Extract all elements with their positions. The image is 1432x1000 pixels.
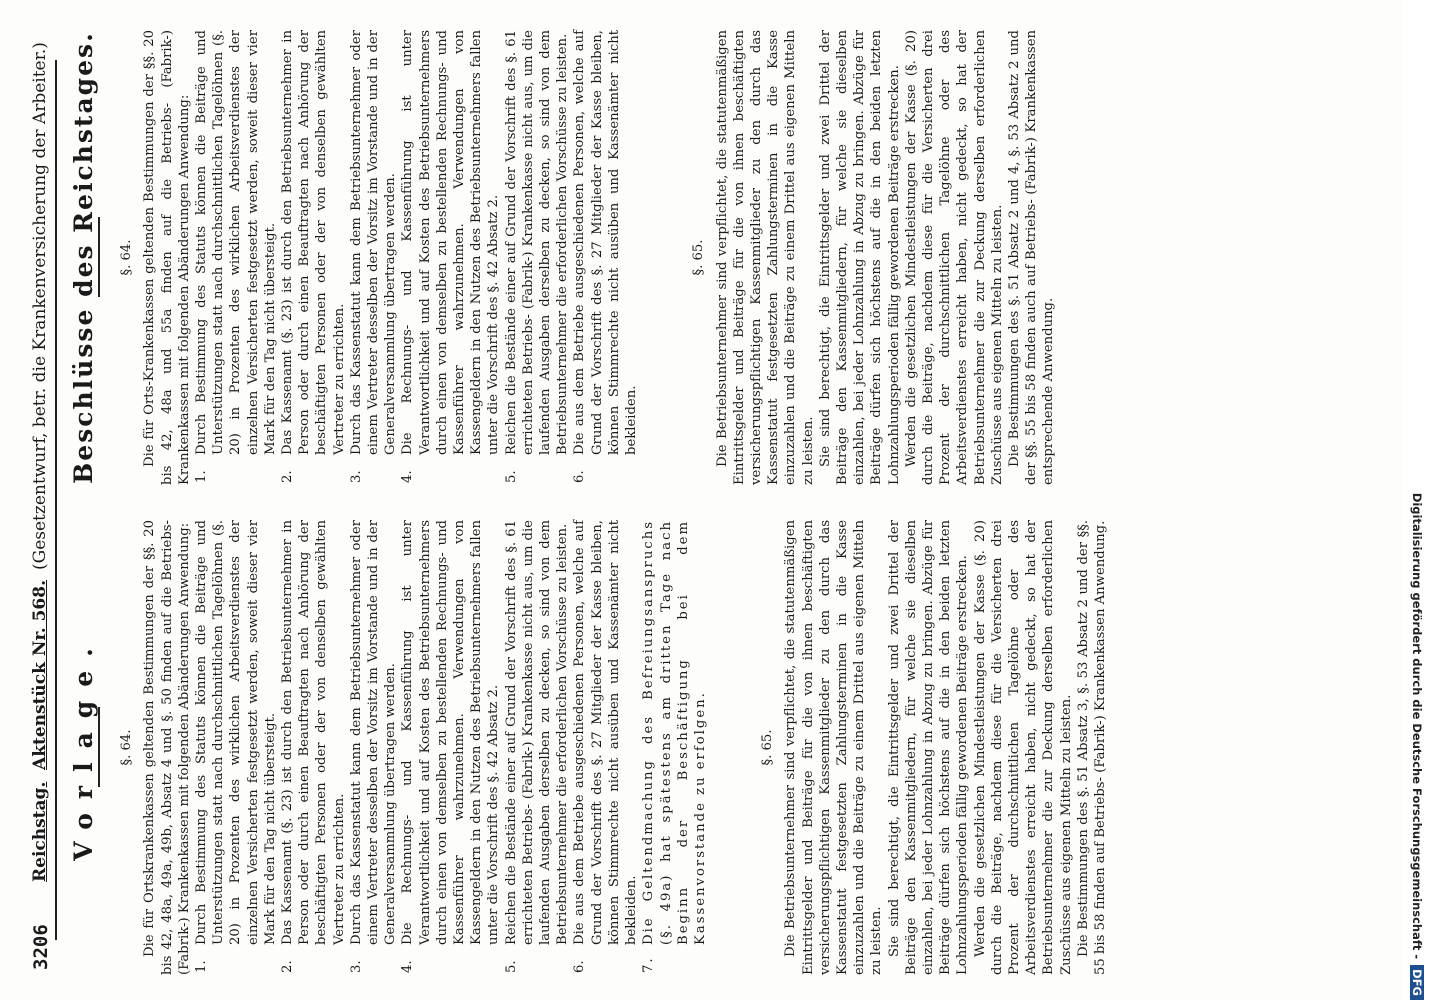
item-number: 4. — [400, 470, 416, 483]
header-rule — [55, 60, 57, 940]
item-list — [193, 30, 640, 485]
item-text: Die Geltendmachung des Befreiungsanspruchs (§. 49a) hat spätestens am dritten Tage nach Beginn der Beschäftigung bei dem Kassenvorstande zu erfolgen. — [641, 520, 708, 945]
list-item — [503, 30, 572, 485]
item-number: 3. — [348, 470, 364, 483]
column-beschluesse — [65, 30, 1365, 485]
paragraph: Sie sind berechtigt, die Eintrittsgelder und zwei Drittel der Beiträge den Kassenmitgliedern, für welche sie dieselben einzahlen, bei jeder Lohnzahlung in Abzug zu bringen. Abzüge für Beiträge dürfen sich höchstens auf die in den beiden letzten Lohnzahlungsperioden fällig gewordenen Beiträge erstrecken. — [886, 520, 971, 975]
document-subject: (Gesetzentwurf, betr. die Krankenversicherung der Arbeiter.) — [30, 42, 50, 570]
paragraph: Die Bestimmungen des §. 51 Absatz 2 und 4, §. 53 Absatz 2 und der §§. 55 bis 58 finden auch auf Betriebs- (Fabrik-) Krankenkassen entsprechende Anwendung. — [1006, 30, 1057, 485]
list-item — [503, 520, 572, 975]
item-text: Durch Bestimmung des Statuts können die Beiträge und Unterstützungen statt nach durchschnittlichen Tagelöhnen (§. 20) in Prozenten des wirklichen Arbeitsverdienstes der einzelnen Versicherten festgesetzt werden, soweit dieser vier Mark für den Tag nicht übersteigt. — [194, 30, 278, 455]
list-item — [399, 30, 502, 485]
list-item — [571, 30, 640, 485]
item-number: 4. — [400, 960, 416, 973]
item-list — [193, 520, 709, 975]
item-number: 2. — [280, 960, 296, 973]
document-number: Aktenstück Nr. 568. — [30, 579, 50, 770]
paragraph: Werden die gesetzlichen Mindestleistungen der Kasse (§. 20) durch die Beiträge, nachdem diese für die Versicherten drei Prozent der durchschnittlichen Tagelöhne oder des Arbeitsverdienstes erreicht haben, nicht gedeckt, so hat der Betriebsunternehmer die zur Deckung derselben erforderlichen Zuschüsse aus eigenen Mitteln zu leisten. — [972, 520, 1074, 975]
paragraph: Die Betriebsunternehmer sind verpflichtet, die statutenmäßigen Eintrittsgelder und Beiträge für die von ihnen beschäftigten versicherungspflichtigen Kassenmitglieder zu den durch das Kassenstatut festgesetzten Zahlungsterminen in die Kasse einzuzahlen und die Beiträge zu einem Drittel aus eigenen Mitteln zu leisten. — [783, 520, 885, 975]
item-number: 6. — [572, 960, 588, 973]
spacer — [640, 30, 680, 485]
item-text: Durch das Kassenstatut kann dem Betriebsunternehmer oder einem Vertreter desselben der Vorsitz im Vorstande und in der Generalversammlung übertragen werden. — [348, 520, 399, 945]
item-number: 5. — [503, 960, 519, 973]
item-number: 6. — [572, 470, 588, 483]
column-title-vorlage: Vorlage. — [69, 634, 98, 861]
item-text: Durch Bestimmung des Statuts können die Beiträge und Unterstützungen statt nach durchschnittlichen Tagelöhnen (§. 20) in Prozenten des wirklichen Arbeitsverdienstes der einzelnen Versicherten festgesetzt werden, soweit dieser vier Mark für den Tag nicht übersteigt. — [194, 520, 278, 945]
item-number: 1. — [194, 960, 210, 973]
intro-paragraph: Die für Ortskrankenkassen geltenden Bestimmungen der §§. 20 bis 42, 48a, 49a, 49b, Absatz 4 und §. 50 finden auf die Betriebs- (Fabrik-) Krankenkassen mit folgenden Abänderungen Anwendung: — [142, 520, 192, 975]
paragraph: Die Betriebsunternehmer sind verpflichtet, die statutenmäßigen Eintrittsgelder und Beiträge für die von ihnen beschäftigten versicherungspflichtigen Kassenmitglieder zu den durch das Kassenstatut festgesetzten Zahlungsterminen in die Kasse einzuzahlen und die Beiträge zu einem Drittel aus eigenen Mitteln zu leisten. — [714, 30, 816, 485]
page-number: 3206 — [30, 924, 52, 970]
list-item — [279, 520, 348, 975]
header-body: Reichstag. — [30, 781, 50, 882]
item-text: Das Kassenamt (§. 23) ist durch den Betriebsunternehmer in Person oder durch einen Beauftragten nach Anhörung der beschäftigten Personen oder der von denselben gewählten Vertreter zu errichten. — [280, 520, 347, 945]
item-number: 2. — [280, 470, 296, 483]
item-text: Die aus dem Betriebe ausgeschiedenen Personen, welche auf Grund der Vorschrift des §. 27 Mitglieder der Kasse bleiben, können Stimmrechte nicht ausüben und Kassenämter nicht bekleiden. — [572, 30, 640, 455]
list-item — [640, 520, 709, 975]
list-item — [571, 520, 640, 975]
intro-paragraph: Die für Orts-Krankenkassen geltenden Bestimmungen der §§. 20 bis 42, 48a und 55a finden auf die Betriebs- (Fabrik-) Krankenkassen mit folgenden Abänderungen Anwendung: — [142, 30, 192, 485]
item-number: 3. — [348, 960, 364, 973]
digitization-credit — [1402, 0, 1432, 1000]
item-number: 1. — [194, 470, 210, 483]
section-heading-64: §. 64. — [119, 239, 135, 276]
column-vorlage — [65, 520, 1365, 975]
list-item — [348, 30, 400, 485]
item-text: Reichen die Bestände einer auf Grund der Vorschrift des §. 61 errichteten Betriebs- (Fabrik-) Krankenkasse nicht aus, um die laufenden Ausgaben derselben zu decken, so sind von dem Betriebsunternehmer die erforderlichen Vorschüsse zu leisten. — [503, 30, 571, 455]
column-title-beschluesse: Beschlüsse des Reichstages. — [69, 31, 98, 484]
item-number: 7. — [641, 956, 657, 973]
list-item — [279, 30, 348, 485]
item-text: Durch das Kassenstatut kann dem Betriebsunternehmer oder einem Vertreter desselben der Vorsitz im Vorstande und in der Generalversammlung übertragen werden. — [348, 30, 399, 455]
item-text: Die Rechnungs- und Kassenführung ist unter Verantwortlichkeit und auf Kosten des Betriebsunternehmers durch einen von demselben zu bestellenden Rechnungs- und Kassenführer wahrzunehmen. Verwendungen von Kassengeldern in den Nutzen des Betriebsunternehmers fallen unter die Vorschrift des §. 42 Absatz 2. — [400, 30, 502, 455]
section-heading-65: §. 65. — [691, 239, 707, 276]
item-text: Das Kassenamt (§. 23) ist durch den Betriebsunternehmer in Person oder durch einen Beauftragten nach Anhörung der beschäftigten Personen oder der von denselben gewählten Vertreter zu errichten. — [280, 30, 347, 455]
list-item — [348, 520, 400, 975]
section-heading-65: §. 65. — [760, 729, 776, 766]
section-heading-64: §. 64. — [119, 729, 135, 766]
title-rule — [98, 218, 100, 298]
paragraph: Werden die gesetzlichen Mindestleistungen der Kasse (§. 20) durch die Beiträge, nachdem diese für die Versicherten drei Prozent der durchschnittlichen Tagelöhne oder des Arbeitsverdienstes erreicht haben, nicht gedeckt, so hat der Betriebsunternehmer die zur Deckung derselben erforderlichen Zuschüsse aus eigenen Mitteln zu leisten. — [903, 30, 1005, 485]
spacer — [709, 520, 749, 975]
item-text: Die Rechnungs- und Kassenführung ist unter Verantwortlichkeit und auf Kosten des Betriebsunternehmers durch einen von demselben zu bestellenden Rechnungs- und Kassenführer wahrzunehmen. Verwendungen von Kassengeldern in den Nutzen des Betriebsunternehmers fallen unter die Vorschrift des §. 42 Absatz 2. — [400, 520, 502, 945]
title-rule — [98, 708, 100, 788]
item-text: Die aus dem Betriebe ausgeschiedenen Personen, welche auf Grund der Vorschrift des §. 27 Mitglieder der Kasse bleiben, können Stimmrechte nicht ausüben und Kassenämter nicht bekleiden. — [572, 520, 640, 945]
item-text: Reichen die Bestände einer auf Grund der Vorschrift des §. 61 errichteten Betriebs- (Fabrik-) Krankenkasse nicht aus, um die laufenden Ausgaben derselben zu decken, so sind von dem Betriebsunternehmer die erforderlichen Vorschüsse zu leisten. — [503, 520, 571, 945]
list-item — [399, 520, 502, 975]
paragraph: Sie sind berechtigt, die Eintrittsgelder und zwei Drittel der Beiträge den Kassenmitgliedern, für welche sie dieselben einzahlen, bei jeder Lohnzahlung in Abzug zu bringen. Abzüge für Beiträge dürfen sich höchstens auf die in den beiden letzten Lohnzahlungsperioden fällig gewordenen Beiträge erstrecken. — [817, 30, 902, 485]
list-item — [193, 30, 279, 485]
credit-text: Digitalisierung gefördert durch die Deutsche Forschungsgemeinschaft - — [1410, 492, 1424, 960]
item-number: 5. — [503, 470, 519, 483]
paragraph: Die Bestimmungen des §. 51 Absatz 3, §. 53 Absatz 2 und der §§. 55 bis 58 finden auf Betriebs- (Fabrik-) Krankenkassen Anwendung. — [1075, 520, 1108, 975]
list-item — [193, 520, 279, 975]
dfg-logo: DFG — [1410, 965, 1424, 1000]
